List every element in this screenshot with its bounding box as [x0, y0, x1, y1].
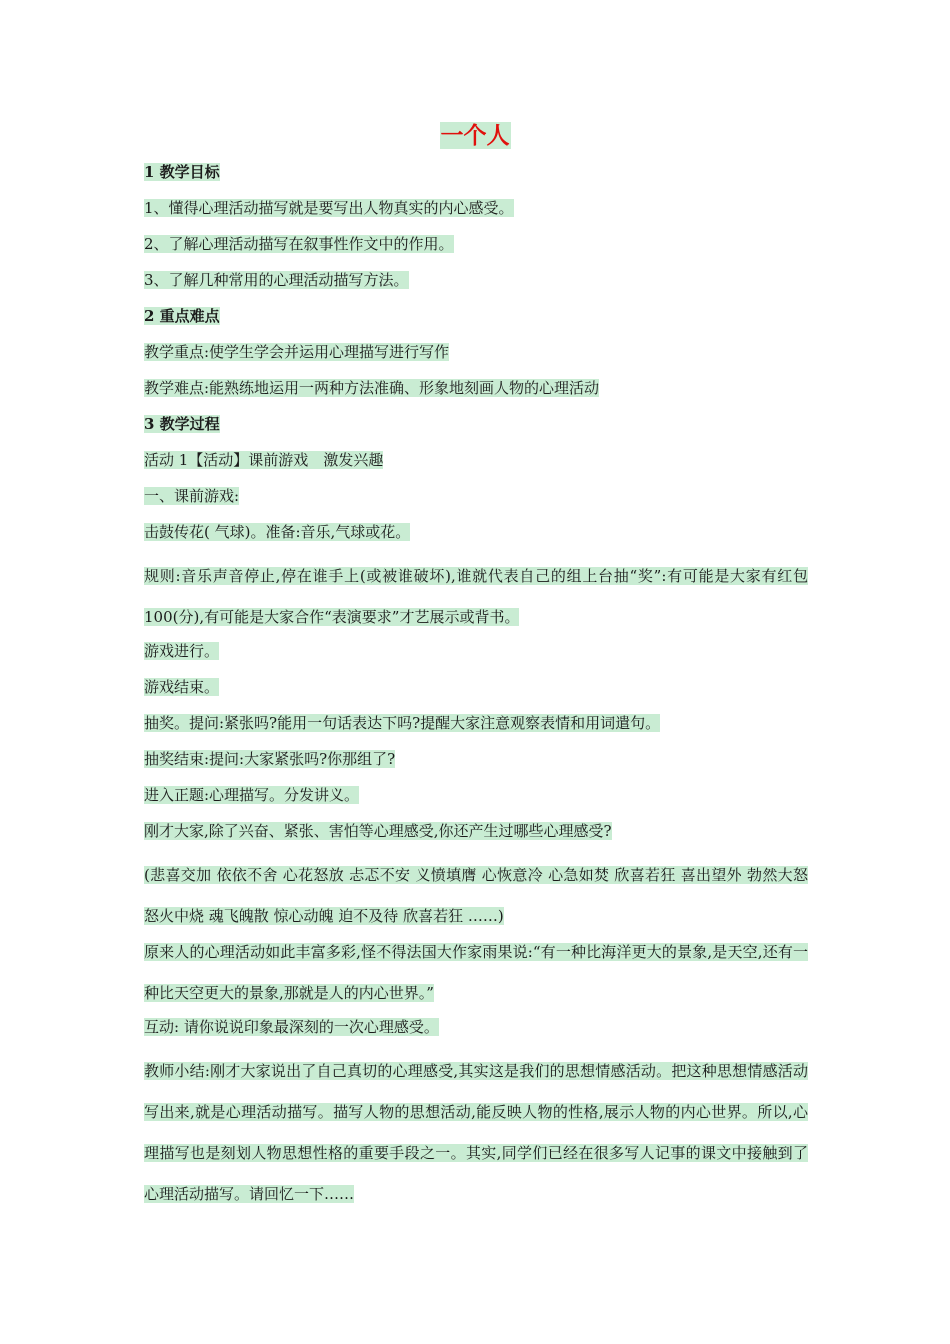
section-heading: 3 教学过程 [144, 415, 220, 433]
text-paragraph: 教师小结:刚才大家说出了自己真切的心理感受,其实这是我们的思想情感活动。把这种思想情感活动写出来,就是心理活动描写。描写人物的思想活动,能反映人物的性格,展示人物的内心世界。所以,心理描写也是刻划人物思想性格的重要手段之一。其实,同学们已经在很多写人记事的课文中接触到了心理活动描写。请回忆一下…… [144, 1062, 808, 1203]
text-line: 游戏进行。 [144, 642, 220, 660]
text-paragraph: (悲喜交加 依依不舍 心花怒放 忐忑不安 义愤填膺 心恢意冷 心急如焚 欣喜若狂 喜出望外 勃然大怒 怒火中烧 魂飞魄散 惊心动魄 迫不及待 欣喜若狂 ……) [144, 866, 808, 925]
text-line: 抽奖。提问:紧张吗?能用一句话表达下吗?提醒大家注意观察表情和用词遣句。 [144, 714, 661, 732]
title-text: 一个人 [440, 122, 510, 149]
text-line: 进入正题:心理描写。分发讲义。 [144, 786, 360, 804]
text-paragraph: 规则:音乐声音停止,停在谁手上(或被谁破坏),谁就代表自己的组上台抽“奖”:有可能是大家有红包 100(分),有可能是大家合作“表演要求”才艺展示或背书。 [144, 567, 808, 626]
text-line: 教学难点:能熟练地运用一两种方法准确、形象地刻画人物的心理活动 [144, 379, 600, 397]
text-line: 1、懂得心理活动描写就是要写出人物真实的内心感受。 [144, 199, 514, 217]
text-line: 互动: 请你说说印象最深刻的一次心理感受。 [144, 1018, 439, 1036]
text-line: 3、了解几种常用的心理活动描写方法。 [144, 271, 409, 289]
text-paragraph: 原来人的心理活动如此丰富多彩,怪不得法国大作家雨果说:“有一种比海洋更大的景象,是天空,还有一种比天空更大的景象,那就是人的内心世界。” [144, 943, 808, 1002]
text-line: 活动 1【活动】课前游戏 激发兴趣 [144, 451, 384, 469]
text-line: 抽奖结束:提问:大家紧张吗?你那组了? [144, 750, 396, 768]
text-line: 游戏结束。 [144, 678, 220, 696]
text-line: 击鼓传花( 气球)。准备:音乐,气球或花。 [144, 523, 411, 541]
section-heading: 2 重点难点 [144, 307, 220, 325]
text-line: 教学重点:使学生学会并运用心理描写进行写作 [144, 343, 450, 361]
text-line: 一、课前游戏: [144, 487, 240, 505]
text-line: 刚才大家,除了兴奋、紧张、害怕等心理感受,你还产生过哪些心理感受? [144, 822, 612, 840]
document-title [0, 120, 950, 152]
document-body [144, 160, 808, 1210]
text-line: 2、了解心理活动描写在叙事性作文中的作用。 [144, 235, 454, 253]
section-heading: 1 教学目标 [144, 163, 220, 181]
